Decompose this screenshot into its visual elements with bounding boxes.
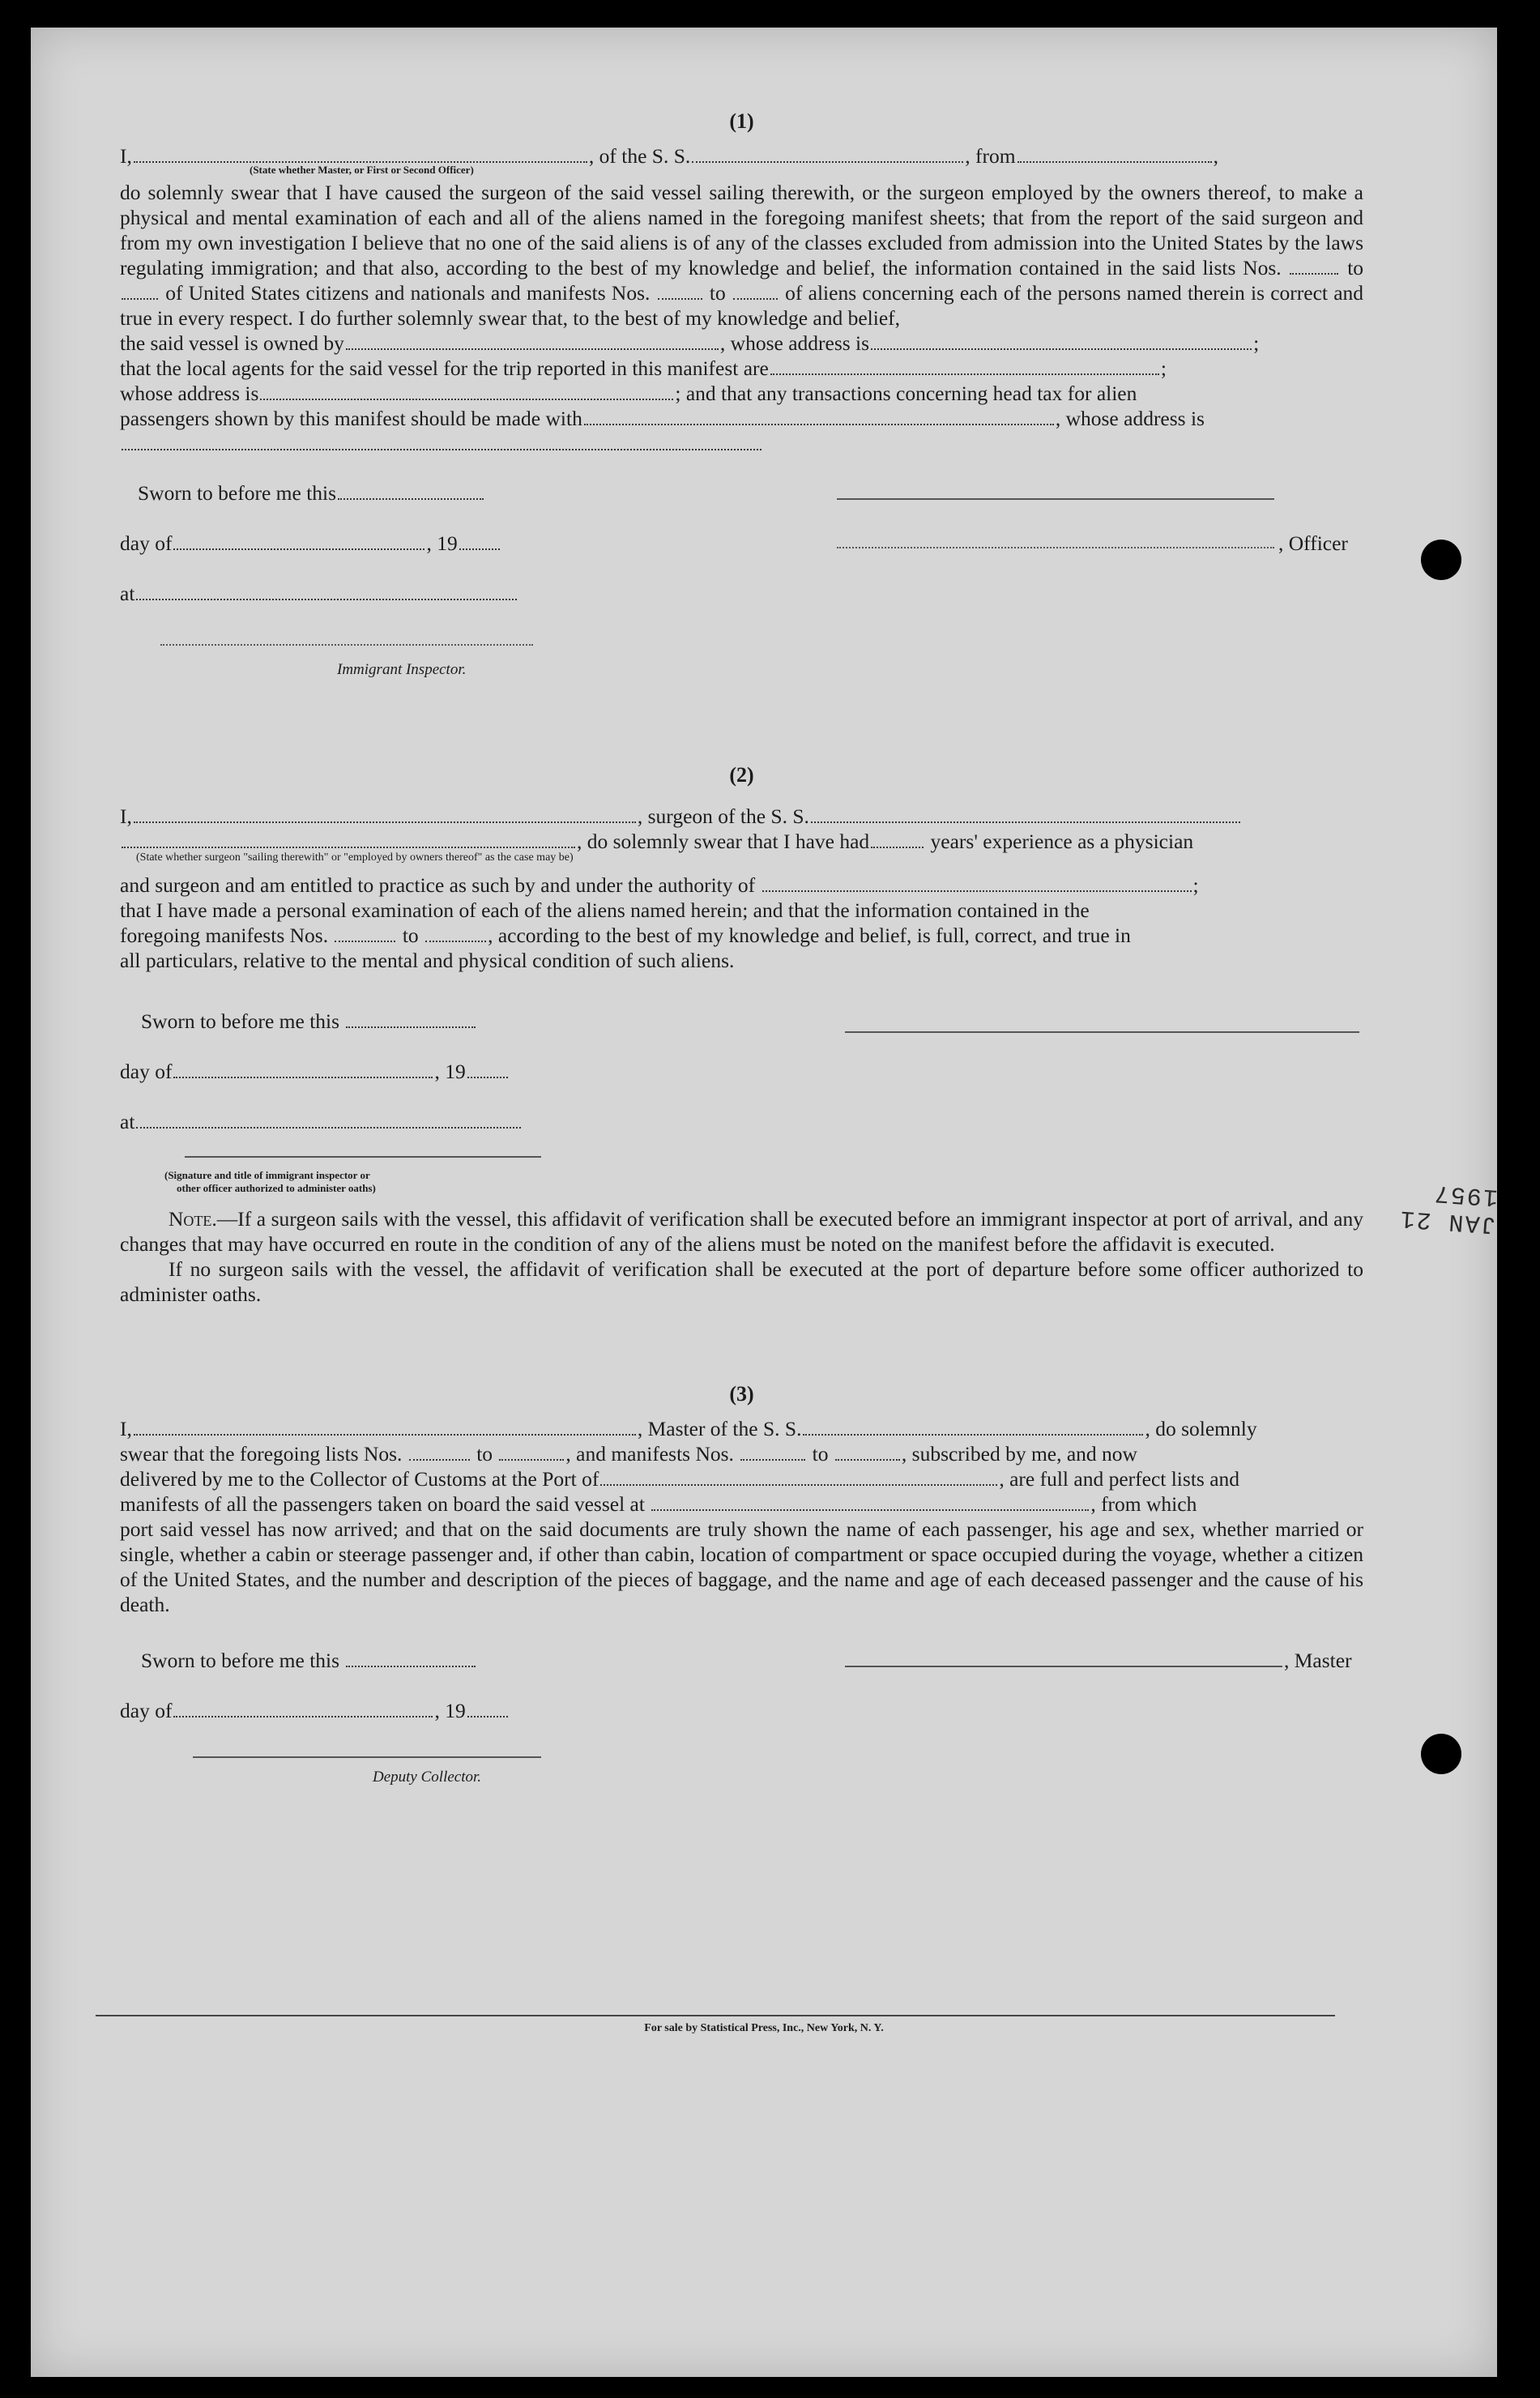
section-number: (3) bbox=[729, 1382, 754, 1406]
blank-field[interactable] bbox=[811, 805, 1240, 823]
blank-field[interactable] bbox=[122, 282, 158, 300]
boarding-line bbox=[120, 1491, 1363, 1517]
blank-field[interactable] bbox=[122, 433, 761, 450]
signature-block bbox=[120, 1617, 1363, 1787]
text: delivered by me to the Collector of Customs at the Port of bbox=[120, 1467, 599, 1491]
text: to bbox=[402, 924, 419, 947]
text: that the local agents for the said vessel for the trip reported in this manifest are bbox=[120, 356, 769, 380]
master-label: , Master bbox=[1284, 1649, 1352, 1672]
text: I, bbox=[120, 804, 132, 828]
blank-field[interactable] bbox=[338, 482, 484, 500]
text: to bbox=[476, 1442, 493, 1466]
blank-field[interactable] bbox=[134, 145, 587, 163]
text: Sworn to before me this bbox=[141, 1009, 340, 1033]
form-page bbox=[31, 28, 1497, 2377]
officer-title-line[interactable] bbox=[837, 547, 1274, 548]
text: day of bbox=[120, 1699, 173, 1722]
text: swear that the foregoing lists Nos. bbox=[120, 1442, 403, 1466]
text: , are full and perfect lists and bbox=[999, 1467, 1240, 1491]
date-stamp: JAN 21 1957 bbox=[1397, 1178, 1499, 1238]
blank-field[interactable] bbox=[335, 924, 395, 942]
footer-rule bbox=[96, 2015, 1335, 2016]
text: to bbox=[812, 1442, 829, 1466]
note-paragraph: If no surgeon sails with the vessel, the affidavit of verification shall be executed at the port of departure before some officer authorized to administer oaths. bbox=[120, 1257, 1363, 1306]
text: , bbox=[1213, 144, 1218, 168]
blank-field[interactable] bbox=[459, 532, 500, 550]
at-row bbox=[120, 1109, 523, 1134]
text: of United States citizens and nationals and manifests Nos. bbox=[165, 281, 651, 305]
blank-field[interactable] bbox=[134, 1418, 636, 1436]
blank-field[interactable] bbox=[871, 830, 924, 848]
blank-field[interactable] bbox=[467, 1060, 508, 1078]
section-3 bbox=[120, 1381, 1363, 1787]
lists-line bbox=[120, 1441, 1363, 1466]
text: ; and that any transactions concerning head tax for alien bbox=[675, 382, 1137, 405]
oath-line bbox=[120, 143, 1363, 169]
text: ; bbox=[1160, 356, 1167, 380]
blank-field[interactable] bbox=[1017, 145, 1212, 163]
text: , surgeon of the S. S. bbox=[637, 804, 809, 828]
experience-line bbox=[120, 829, 1363, 854]
blank-field[interactable] bbox=[346, 1649, 476, 1667]
blank-field[interactable] bbox=[692, 145, 963, 163]
surgeon-line bbox=[120, 804, 1363, 829]
blank-field[interactable] bbox=[136, 1111, 521, 1129]
sworn-row bbox=[138, 480, 485, 506]
body-line: all particulars, relative to the mental and physical condition of such aliens. bbox=[120, 949, 735, 972]
text: , whose address is bbox=[719, 331, 870, 355]
inspector-signature-line[interactable] bbox=[160, 644, 533, 646]
blank-field[interactable] bbox=[260, 382, 673, 400]
owner-line bbox=[120, 331, 1363, 356]
blank-field[interactable] bbox=[803, 1418, 1143, 1436]
text: of aliens concerning each of the persons named therein is correct and true in every respect. I do further solemnly swear that, to the best of my knowledge and belief, bbox=[120, 281, 1364, 330]
text: , from bbox=[965, 144, 1016, 168]
address-line bbox=[120, 381, 1363, 406]
text: , 19 bbox=[426, 531, 458, 555]
text: to bbox=[1347, 256, 1364, 279]
blank-field[interactable] bbox=[871, 332, 1252, 350]
text: Sworn to before me this bbox=[138, 481, 337, 505]
inspector-caption: Immigrant Inspector. bbox=[337, 661, 467, 678]
blank-field[interactable] bbox=[658, 282, 702, 300]
text: passengers shown by this manifest should be made with bbox=[120, 407, 582, 430]
text: at bbox=[120, 1110, 135, 1133]
text: I, bbox=[120, 144, 132, 168]
oath-body bbox=[120, 180, 1363, 331]
blank-field[interactable] bbox=[122, 830, 575, 848]
blank-field[interactable] bbox=[425, 924, 486, 942]
footer-imprint: For sale by Statistical Press, Inc., New York, N. Y. bbox=[644, 2022, 884, 2034]
field-caption: (State whether Master, or First or Second Officer) bbox=[250, 164, 474, 176]
signature-caption: other officer authorized to administer oaths) bbox=[177, 1182, 376, 1194]
blank-field[interactable] bbox=[173, 1060, 433, 1078]
collector-signature-line[interactable] bbox=[193, 1756, 541, 1758]
blank-field[interactable] bbox=[499, 1443, 564, 1461]
punch-hole bbox=[1421, 540, 1461, 580]
section-number: (1) bbox=[729, 109, 754, 133]
text: Sworn to before me this bbox=[141, 1649, 340, 1672]
text: , 19 bbox=[434, 1060, 466, 1083]
text: foregoing manifests Nos. bbox=[120, 924, 329, 947]
port-line bbox=[120, 1466, 1363, 1491]
oath-body: port said vessel has now arrived; and that on the said documents are truly shown the name of each passenger, his age and sex, whether married or single, whether a cabin or steerage passenger and, if other than cabin, location of compartment or space occupied during the voyage, whether a citizen of the United States, and the number and description of the pieces of baggage, and the name and age of each deceased passenger and the cause of his death. bbox=[120, 1517, 1363, 1616]
text: whose address is bbox=[120, 382, 259, 405]
at-row bbox=[120, 581, 518, 606]
text: the said vessel is owned by bbox=[120, 331, 344, 355]
body-line: that I have made a personal examination of each of the aliens named herein; and that the information contained in the bbox=[120, 898, 1090, 922]
text: , from which bbox=[1090, 1492, 1197, 1516]
inspector-signature-line[interactable] bbox=[185, 1156, 541, 1158]
text: day of bbox=[120, 531, 173, 555]
blank-field[interactable] bbox=[770, 357, 1159, 375]
day-row bbox=[120, 1698, 510, 1723]
day-row bbox=[120, 1059, 510, 1084]
text: , 19 bbox=[434, 1699, 466, 1722]
blank-field[interactable] bbox=[762, 874, 1192, 892]
text: , Master of the S. S. bbox=[637, 1417, 802, 1440]
blank-field[interactable] bbox=[1290, 257, 1338, 275]
blank-field[interactable] bbox=[134, 805, 636, 823]
text: , do solemnly bbox=[1145, 1417, 1257, 1440]
text: years' experience as a physician bbox=[930, 830, 1194, 853]
signature-block bbox=[120, 456, 1363, 691]
master-line bbox=[120, 1416, 1363, 1441]
text: —If a surgeon sails with the vessel, this affidavit of verification shall be executed before an immigrant inspector at port of arrival, and any changes that may have occurred en route in the condition of any of the aliens must be noted on the manifest before the affidavit is executed. bbox=[120, 1207, 1363, 1256]
blank-field[interactable] bbox=[740, 1443, 805, 1461]
note-label: Note. bbox=[169, 1207, 217, 1231]
master-signature-line[interactable] bbox=[845, 1666, 1282, 1667]
text: ; bbox=[1192, 873, 1199, 897]
sworn-row bbox=[141, 1648, 477, 1673]
officer-signature-line[interactable] bbox=[837, 498, 1274, 500]
note-paragraph bbox=[120, 1206, 1363, 1257]
surgeon-signature-line[interactable] bbox=[845, 1031, 1359, 1033]
manifests-line bbox=[120, 923, 1363, 948]
deputy-caption: Deputy Collector. bbox=[373, 1769, 482, 1786]
text: , and manifests Nos. bbox=[565, 1442, 734, 1466]
sworn-row bbox=[141, 1009, 477, 1034]
text: ; bbox=[1253, 331, 1260, 355]
agents-line bbox=[120, 356, 1363, 381]
blank-field[interactable] bbox=[835, 1443, 900, 1461]
signature-block bbox=[120, 973, 1363, 1176]
blank-field[interactable] bbox=[346, 1010, 476, 1028]
blank-field[interactable] bbox=[651, 1493, 1089, 1511]
text: manifests of all the passengers taken on board the said vessel at bbox=[120, 1492, 645, 1516]
blank-field[interactable] bbox=[467, 1700, 508, 1717]
text: , do solemnly swear that I have had bbox=[577, 830, 870, 853]
form-content bbox=[120, 109, 1363, 1787]
authority-line bbox=[120, 873, 1363, 898]
blank-field[interactable] bbox=[600, 1468, 997, 1486]
text: , whose address is bbox=[1055, 407, 1205, 430]
punch-hole bbox=[1421, 1734, 1461, 1774]
text: day of bbox=[120, 1060, 173, 1083]
text: , subscribed by me, and now bbox=[901, 1442, 1137, 1466]
section-2 bbox=[120, 762, 1363, 1307]
blank-field[interactable] bbox=[346, 332, 719, 350]
field-caption: (State whether surgeon "sailing therewith" or "employed by owners thereof" as the case may be) bbox=[136, 851, 574, 864]
text: and surgeon and am entitled to practice as such by and under the authority of bbox=[120, 873, 756, 897]
text: do solemnly swear that I have caused the surgeon of the said vessel sailing therewith, or the surgeon employed by the owners thereof, to make a physical and mental examination of each and all of the aliens named in the foregoing manifest sheets; that from the report of the said surgeon and from my own investigation I believe that no one of the said aliens is of any of the classes excluded from admission into the United States by the laws regulating immigration; and that also, according to the best of my knowledge and belief, the information contained in the said lists Nos. bbox=[120, 181, 1363, 279]
section-1 bbox=[120, 109, 1363, 691]
text: , according to the best of my knowledge and belief, is full, correct, and true in bbox=[488, 924, 1131, 947]
text: to bbox=[709, 281, 726, 305]
blank-field[interactable] bbox=[733, 282, 778, 300]
address-blank-line bbox=[120, 431, 1363, 456]
blank-field[interactable] bbox=[409, 1443, 470, 1461]
signature-caption: (Signature and title of immigrant inspector or bbox=[164, 1169, 370, 1181]
section-number: (2) bbox=[729, 763, 754, 787]
text: at bbox=[120, 582, 135, 605]
officer-label: , Officer bbox=[1278, 531, 1348, 555]
text: , of the S. S. bbox=[588, 144, 691, 168]
text: I, bbox=[120, 1417, 132, 1440]
blank-field[interactable] bbox=[136, 582, 517, 600]
blank-field[interactable] bbox=[173, 1700, 433, 1717]
blank-field[interactable] bbox=[173, 532, 424, 550]
passengers-line bbox=[120, 406, 1363, 431]
blank-field[interactable] bbox=[584, 407, 1054, 425]
day-row bbox=[120, 531, 501, 556]
